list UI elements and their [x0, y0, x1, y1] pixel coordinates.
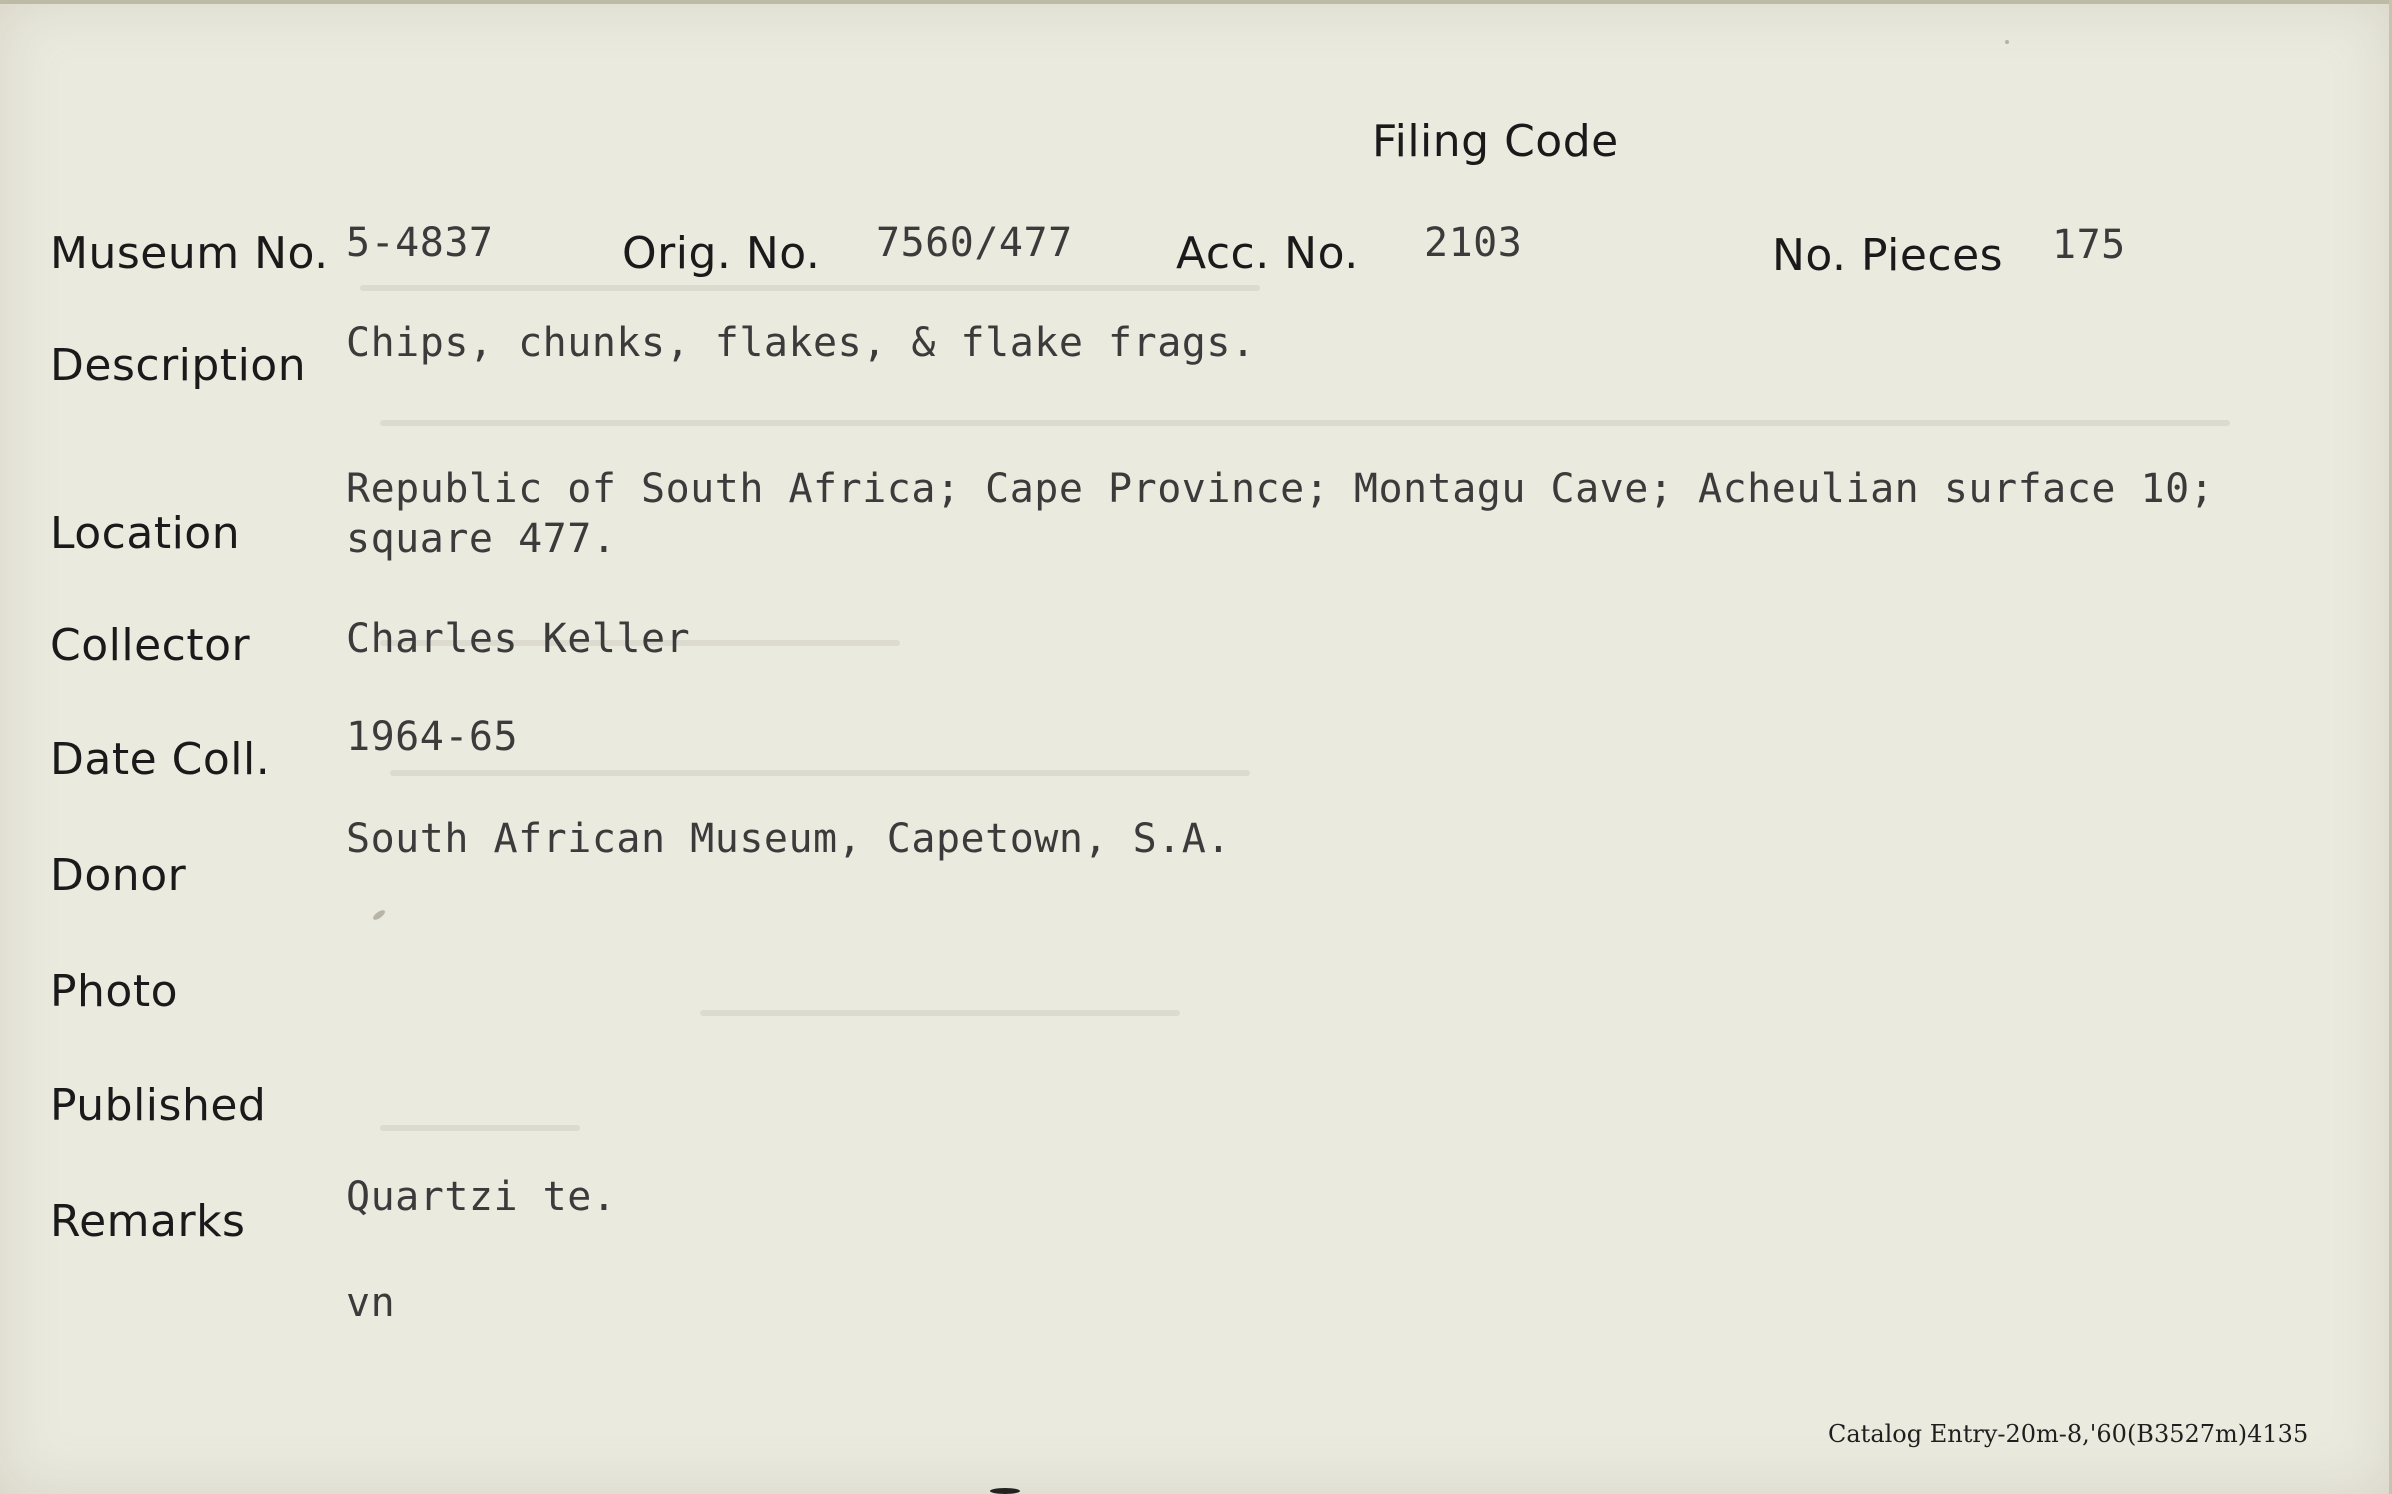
- ghost-mark: [390, 770, 1250, 776]
- donor-value: South African Museum, Capetown, S.A.: [346, 816, 1231, 862]
- museum-no-label: Museum No.: [50, 228, 329, 279]
- location-value-line1: Republic of South Africa; Cape Province; Montagu Cave; Acheulian surface 10;: [346, 466, 2215, 512]
- location-value-line2: square 477.: [346, 516, 617, 562]
- initials-value: vn: [346, 1280, 396, 1326]
- no-pieces-value: 175: [2052, 222, 2126, 268]
- no-pieces-label: No. Pieces: [1772, 230, 2004, 281]
- ghost-mark: [700, 1010, 1180, 1016]
- speck: [2005, 40, 2009, 44]
- filing-code-label: Filing Code: [1372, 116, 1619, 167]
- orig-no-value: 7560/477: [876, 220, 1073, 266]
- photo-label: Photo: [50, 966, 179, 1017]
- card-top-edge: [0, 0, 2392, 4]
- orig-no-label: Orig. No.: [622, 228, 821, 279]
- acc-no-label: Acc. No.: [1176, 228, 1359, 279]
- collector-value: Charles Keller: [346, 616, 691, 662]
- speck: [372, 909, 387, 922]
- ghost-mark: [360, 285, 1260, 291]
- remarks-label: Remarks: [50, 1196, 246, 1247]
- date-coll-value: 1964-65: [346, 714, 519, 760]
- speck: [990, 1488, 1020, 1494]
- ghost-mark: [380, 420, 2230, 426]
- location-label: Location: [50, 508, 241, 559]
- collector-label: Collector: [50, 620, 251, 671]
- remarks-value: Quartzi te.: [346, 1174, 617, 1220]
- donor-label: Donor: [50, 850, 187, 901]
- description-label: Description: [50, 340, 307, 391]
- date-coll-label: Date Coll.: [50, 734, 271, 785]
- museum-no-value: 5-4837: [346, 220, 494, 266]
- description-value: Chips, chunks, flakes, & flake frags.: [346, 320, 1256, 366]
- published-label: Published: [50, 1080, 267, 1131]
- ghost-mark: [380, 1125, 580, 1131]
- acc-no-value: 2103: [1424, 220, 1523, 266]
- catalog-footer: Catalog Entry-20m-8,'60(B3527m)4135: [1828, 1420, 2309, 1448]
